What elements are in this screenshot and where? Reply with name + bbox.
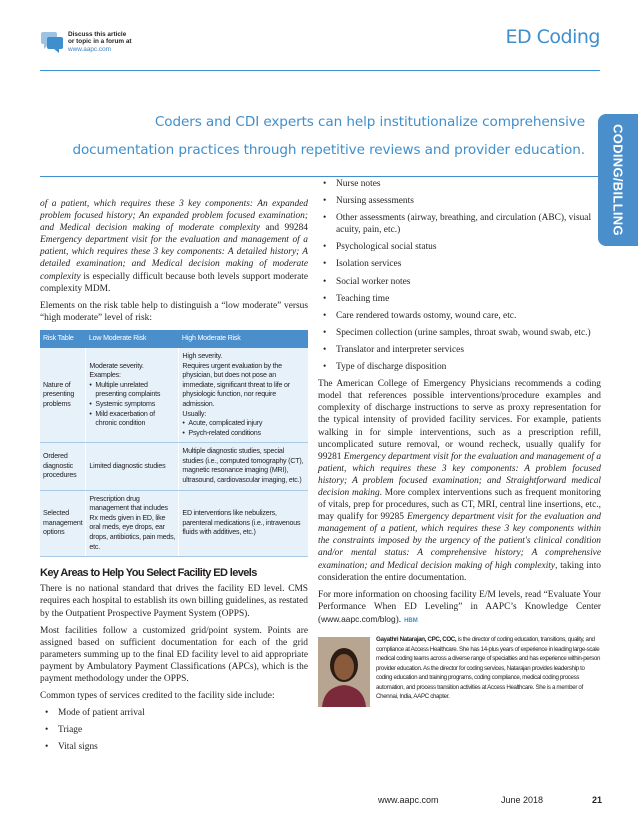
footer-url[interactable]: www.aapc.com <box>378 795 439 805</box>
list-item: • Translator and interpreter services <box>318 344 601 356</box>
services-list-continued <box>318 178 601 373</box>
left-paragraph-5: Common types of services credited to the facility side include: <box>40 691 275 702</box>
hbm-mark: HBM <box>404 617 418 624</box>
list-item: • Teaching time <box>318 293 601 305</box>
high-moderate-cell: ED interventions like nebulizers, parenteral medications (i.e., intravenous fluids with additives, etc.) <box>179 490 308 557</box>
row-label: Selected management options <box>40 490 86 557</box>
page-number: 21 <box>592 795 603 805</box>
cpt-99285-description: Emergency department visit for the evaluation and management of a patient, which requires these 3 key components within the constraints imposed by the urgency of the patient's clinical condition and/or mental status: A comprehensive history; A comprehensive examination; and Medical decision making of high complexity <box>318 512 601 571</box>
discuss-url-link[interactable]: www.aapc.com <box>68 45 111 53</box>
list-item: • Mode of patient arrival <box>40 707 308 719</box>
high-moderate-cell <box>179 348 308 443</box>
cell-text: Examples: <box>89 371 121 380</box>
list-item: • Isolation services <box>318 258 601 270</box>
cpt-99284-description: Emergency department visit for the evaluation and management of a patient, which requires these 3 key components: A detailed history; A detailed examination; and Medical decision making of moderate complexity <box>40 235 308 282</box>
list-item: • Type of discharge disposition <box>318 361 601 373</box>
list-item: • Multiple unrelated presenting complaints <box>89 381 175 400</box>
header-rule <box>40 70 600 71</box>
low-moderate-cell: Prescription drug management that includes Rx meds given in ED, like oral meds, eye drops, ear drops, antibiotics, pain meds, etc. <box>86 490 179 557</box>
left-paragraph-4: Most facilities follow a customized grid/point system. Points are assigned based on sufficient documentation for each of the grid parameters summing up to the final ED facility level to aid appropriate payment by Ambulatory Payment Classifications (APCs), which is the payment methodology under the OPPS. <box>40 625 308 684</box>
cell-text: High severity. <box>182 351 223 360</box>
list-item: • Vital signs <box>40 741 308 753</box>
high-moderate-cell: Multiple diagnostic studies, special studies (i.e., computed tomography (CT), magnetic resonance imaging (MRI), ultrasound, cardiovascular imaging, etc.) <box>179 443 308 490</box>
low-moderate-cell: Limited diagnostic studies <box>86 443 179 490</box>
table-row <box>40 443 308 490</box>
cell-text: Requires urgent evaluation by the physician, but does not pose an immediate, significant threat to life or physiologic function, nor require admission. <box>182 361 290 408</box>
pull-quote-line-2: documentation practices through repetitive reviews and provider education. <box>72 142 585 158</box>
low-moderate-cell <box>86 348 179 443</box>
left-paragraph-1 <box>40 198 308 295</box>
right-paragraph-2 <box>318 589 601 627</box>
text-fragment: ). <box>395 614 402 625</box>
list-item: • Nursing assessments <box>318 195 601 207</box>
risk-table-header: Low Moderate Risk <box>86 330 179 348</box>
author-bio-box <box>318 635 601 702</box>
list-item: • Psychological social status <box>318 241 601 253</box>
list-item: • Mild exacerbation of chronic condition <box>89 410 175 429</box>
cell-text: Moderate severity. <box>89 361 144 370</box>
list-item: • Social worker notes <box>318 276 601 288</box>
left-paragraph-2: Elements on the risk table help to distinguish a “low moderate” versus “high moderate” level of risk: <box>40 300 308 323</box>
list-item: • Care rendered towards ostomy, wound care, etc. <box>318 310 601 322</box>
pull-quote <box>30 108 585 164</box>
cpt-99283-description: of a patient, which requires these 3 key components: An expanded problem focused history; An expanded problem focused examination; and Medical decision making of moderate complexity <box>40 199 308 234</box>
discuss-forum-note <box>68 31 132 53</box>
cell-list <box>89 381 175 429</box>
discuss-line-1: Discuss this article <box>68 31 127 38</box>
text-fragment: . More complex interventions such as frequent monitoring of vitals, prep for procedures, such as CT, MRI, central line insertions, etc., may qualify for 99285 <box>318 487 601 523</box>
risk-table <box>40 330 308 557</box>
list-item: • Systemic symptoms <box>89 400 175 410</box>
table-row <box>40 348 308 443</box>
knowledge-center-link[interactable]: www.aapc.com/blog <box>321 613 396 624</box>
text-fragment: and 99284 <box>259 223 308 234</box>
discuss-line-2: or topic in a forum at <box>68 38 132 46</box>
page-footer <box>378 795 603 805</box>
right-paragraph-1 <box>318 378 601 584</box>
text-fragment: is especially difficult because both levels support moderate complexity MDM. <box>40 271 308 294</box>
text-fragment: For more information on choosing facility E/M levels, read “Evaluate Your Performance When ED Leveling” in AAPC’s Knowledge Center ( <box>318 589 601 625</box>
list-item: • Nurse notes <box>318 178 601 190</box>
services-list <box>40 707 308 753</box>
side-tab-label: CODING/BILLING <box>610 124 626 236</box>
section-heading: Key Areas to Help You Select Facility ED levels <box>40 567 257 580</box>
table-row <box>40 490 308 557</box>
text-fragment: , taking into consideration the entire documentation. <box>318 560 601 583</box>
author-name: Gayathri Natarajan, CPC, COC, <box>376 636 457 643</box>
left-column <box>40 198 308 758</box>
forum-icon <box>40 28 64 54</box>
list-item: • Triage <box>40 724 308 736</box>
list-item: • Psych-related conditions <box>182 429 305 439</box>
pull-quote-rule <box>40 176 600 177</box>
text-fragment: The American College of Emergency Physicians recommends a coding model that references possible interventions/procedure examples and complexity of discharge instructions to serve as proxy representation for the typical intensity of provided facility services. For example, patients walking in for simple interventions, such as a prescription refill, uncomplicated suture removal, or wound recheck, usually qualify for 99281 <box>318 379 601 462</box>
footer-date: June 2018 <box>501 795 544 805</box>
author-bio <box>376 635 601 702</box>
right-column <box>318 178 601 702</box>
list-item: • Specimen collection (urine samples, throat swab, wound swab, etc.) <box>318 327 601 339</box>
row-label: Ordered diagnostic procedures <box>40 443 86 490</box>
author-bio-text: is the director of coding education, transitions, quality, and compliance at Access Healthcare. She has 14-plus years of experience in leading large-scale medical coding teams across a diverse range of specialties and has experience within-person provider education. As the director for coding services, Natarajan provides leadership to coding education and training programs, coding compliance, medical coding process automation, and process transition activities at Access Healthcare. She is a member of Chennai, India, AAPC chapter. <box>376 636 601 700</box>
left-paragraph-3: There is no national standard that drives the facility ED level. CMS requires each hospital to establish its own billing guidelines, as restated by the Outpatient Prospective Payment System (OPPS). <box>40 584 308 619</box>
risk-table-header-row <box>40 330 308 348</box>
risk-table-header: High Moderate Risk <box>179 330 308 348</box>
list-item: • Acute, complicated injury <box>182 419 305 429</box>
risk-table-header: Risk Table <box>40 330 86 348</box>
cpt-99281-description: Emergency department visit for the evaluation and management of a patient, which requires these 3 key components: A problem focused history; A problem focused examination; and Straightforward medical decision making <box>318 451 602 498</box>
author-photo <box>318 637 370 707</box>
list-item: • Other assessments (airway, breathing, and circulation (ABC), visual acuity, pain, etc.) <box>318 212 601 236</box>
cell-list <box>182 419 305 438</box>
cell-text: Usually: <box>182 409 207 418</box>
pull-quote-line-1: Coders and CDI experts can help institutionalize comprehensive <box>154 114 585 130</box>
row-label: Nature of presenting problems <box>40 348 86 443</box>
section-side-tab <box>598 114 638 246</box>
section-title: ED Coding <box>505 26 600 48</box>
